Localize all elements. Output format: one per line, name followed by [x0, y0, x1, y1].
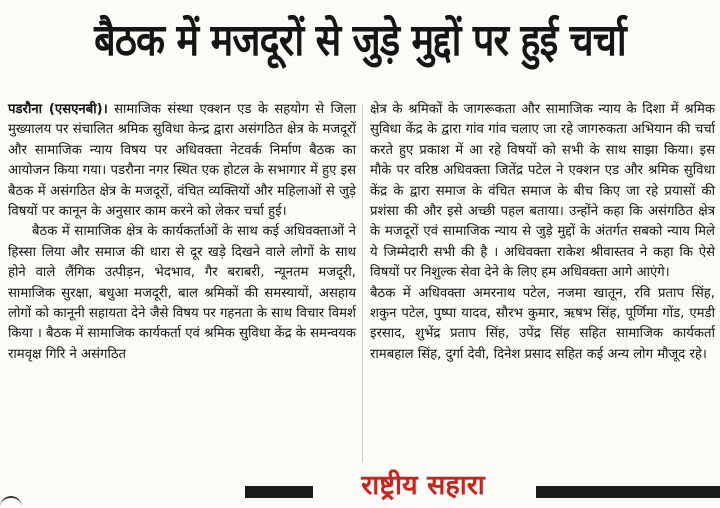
newspaper-masthead: राष्ट्रीय सहारा — [361, 470, 485, 501]
article-paragraph: क्षेत्र के श्रमिकों के जागरूकता और सामाजिक न्याय के दिशा में श्रमिक सुविधा केंद्र के द्वारा गांव गांव चलाए जा रहे जागरुकता अभियान की चर्चा करते हुए प्रकाश में आ रहे विषयों को सभी के साथ साझा किया। इस मौके पर वरिष्ठ अधिवक्ता जितेंद्र पटेल ने एक्शन एड और श्रमिक सुविधा केंद्र के द्वारा समाज के वंचित समाज के बीच किए जा रहे प्रयासों की प्रशंसा की और इसे अच्छी पहल बताया। उन्होंने कहा कि असंगठित क्षेत्र के मजदूरों एवं सामाजिक न्याय से जुड़े मुद्दों के अंतर्गत सबको न्याय मिले ये जिम्मेदारी सभी की है । अधिवक्ता राकेश श्रीवास्तव ने कहा कि ऐसे विषयों पर निशुल्क सेवा देने के लिए हम अधिवक्ता आगे आएंगे। — [370, 102, 715, 281]
article-paragraph: बैठक में अधिवक्ता अमरनाथ पटेल, नजमा खातून, रवि प्रताप सिंह, शकुन पटेल, पुष्पा यादव, सौरभ कुमार, ऋषभ सिंह, पूर्णिमा गोंड, एमडी इरसाद, शुभेंद्र प्रताप सिंह, उपेंद्र सिंह सहित सामाजिक कार्यकर्ता रामबहाल सिंह, दुर्गा देवी, दिनेश प्रसाद सहित कई अन्य लोग मौजूद रहे। — [370, 285, 715, 362]
footer-rule-right — [536, 486, 720, 498]
article-paragraph — [8, 100, 356, 222]
dateline: पडरौना (एसएनबी)। — [8, 102, 108, 117]
article-column-right — [370, 100, 715, 365]
article-paragraph: बैठक में सामाजिक क्षेत्र के कार्यकर्ताओं के साथ कई अधिवक्ताओं ने हिस्सा लिया और समाज की धारा से दूर खड़े दिखने वाले लोगों के साथ होने वाले लैंगिक उत्पीड़न, भेदभाव, गैर बराबरी, न्यूनतम मजदूरी, सामाजिक सुरक्षा, बधुआ मजदूरी, बाल श्रमिकों की समस्यायों, असहाय लोगों को कानूनी सहायता देने जैसे विषय पर गहनता के साथ विचार विमर्श किया । बैठक में सामाजिक कार्यकर्ता एवं श्रमिक सुविधा केंद्र के समन्वयक रामवृक्ष गिरि ने असंगठित — [8, 224, 356, 362]
page-edge-mark — [0, 496, 22, 508]
article-text: सामाजिक संस्था एक्शन एड के सहयोग से जिला मुख्यालय पर संचालित श्रमिक सुविधा केन्द्र द्वारा असंगठित क्षेत्र के मजदूरों और सामाजिक न्याय विषय पर अधिवक्ता नेटवर्क निर्माण बैठक का आयोजन किया गया। पडरौना नगर स्थित एक होटल के सभागार में हुए इस बैठक में असंगठित क्षेत्र के मजदूरों, वंचित व्यक्तियों और महिलाओं से जुड़े विषयों पर कानून के अनुसार काम करने को लेकर चर्चा हुई। — [8, 102, 356, 220]
footer-rule-left — [245, 486, 313, 498]
article-column-left — [8, 100, 356, 365]
column-divider — [362, 104, 363, 462]
headline: बैठक में मजदूरों से जुड़े मुद्दों पर हुई चर्चा — [94, 15, 626, 66]
